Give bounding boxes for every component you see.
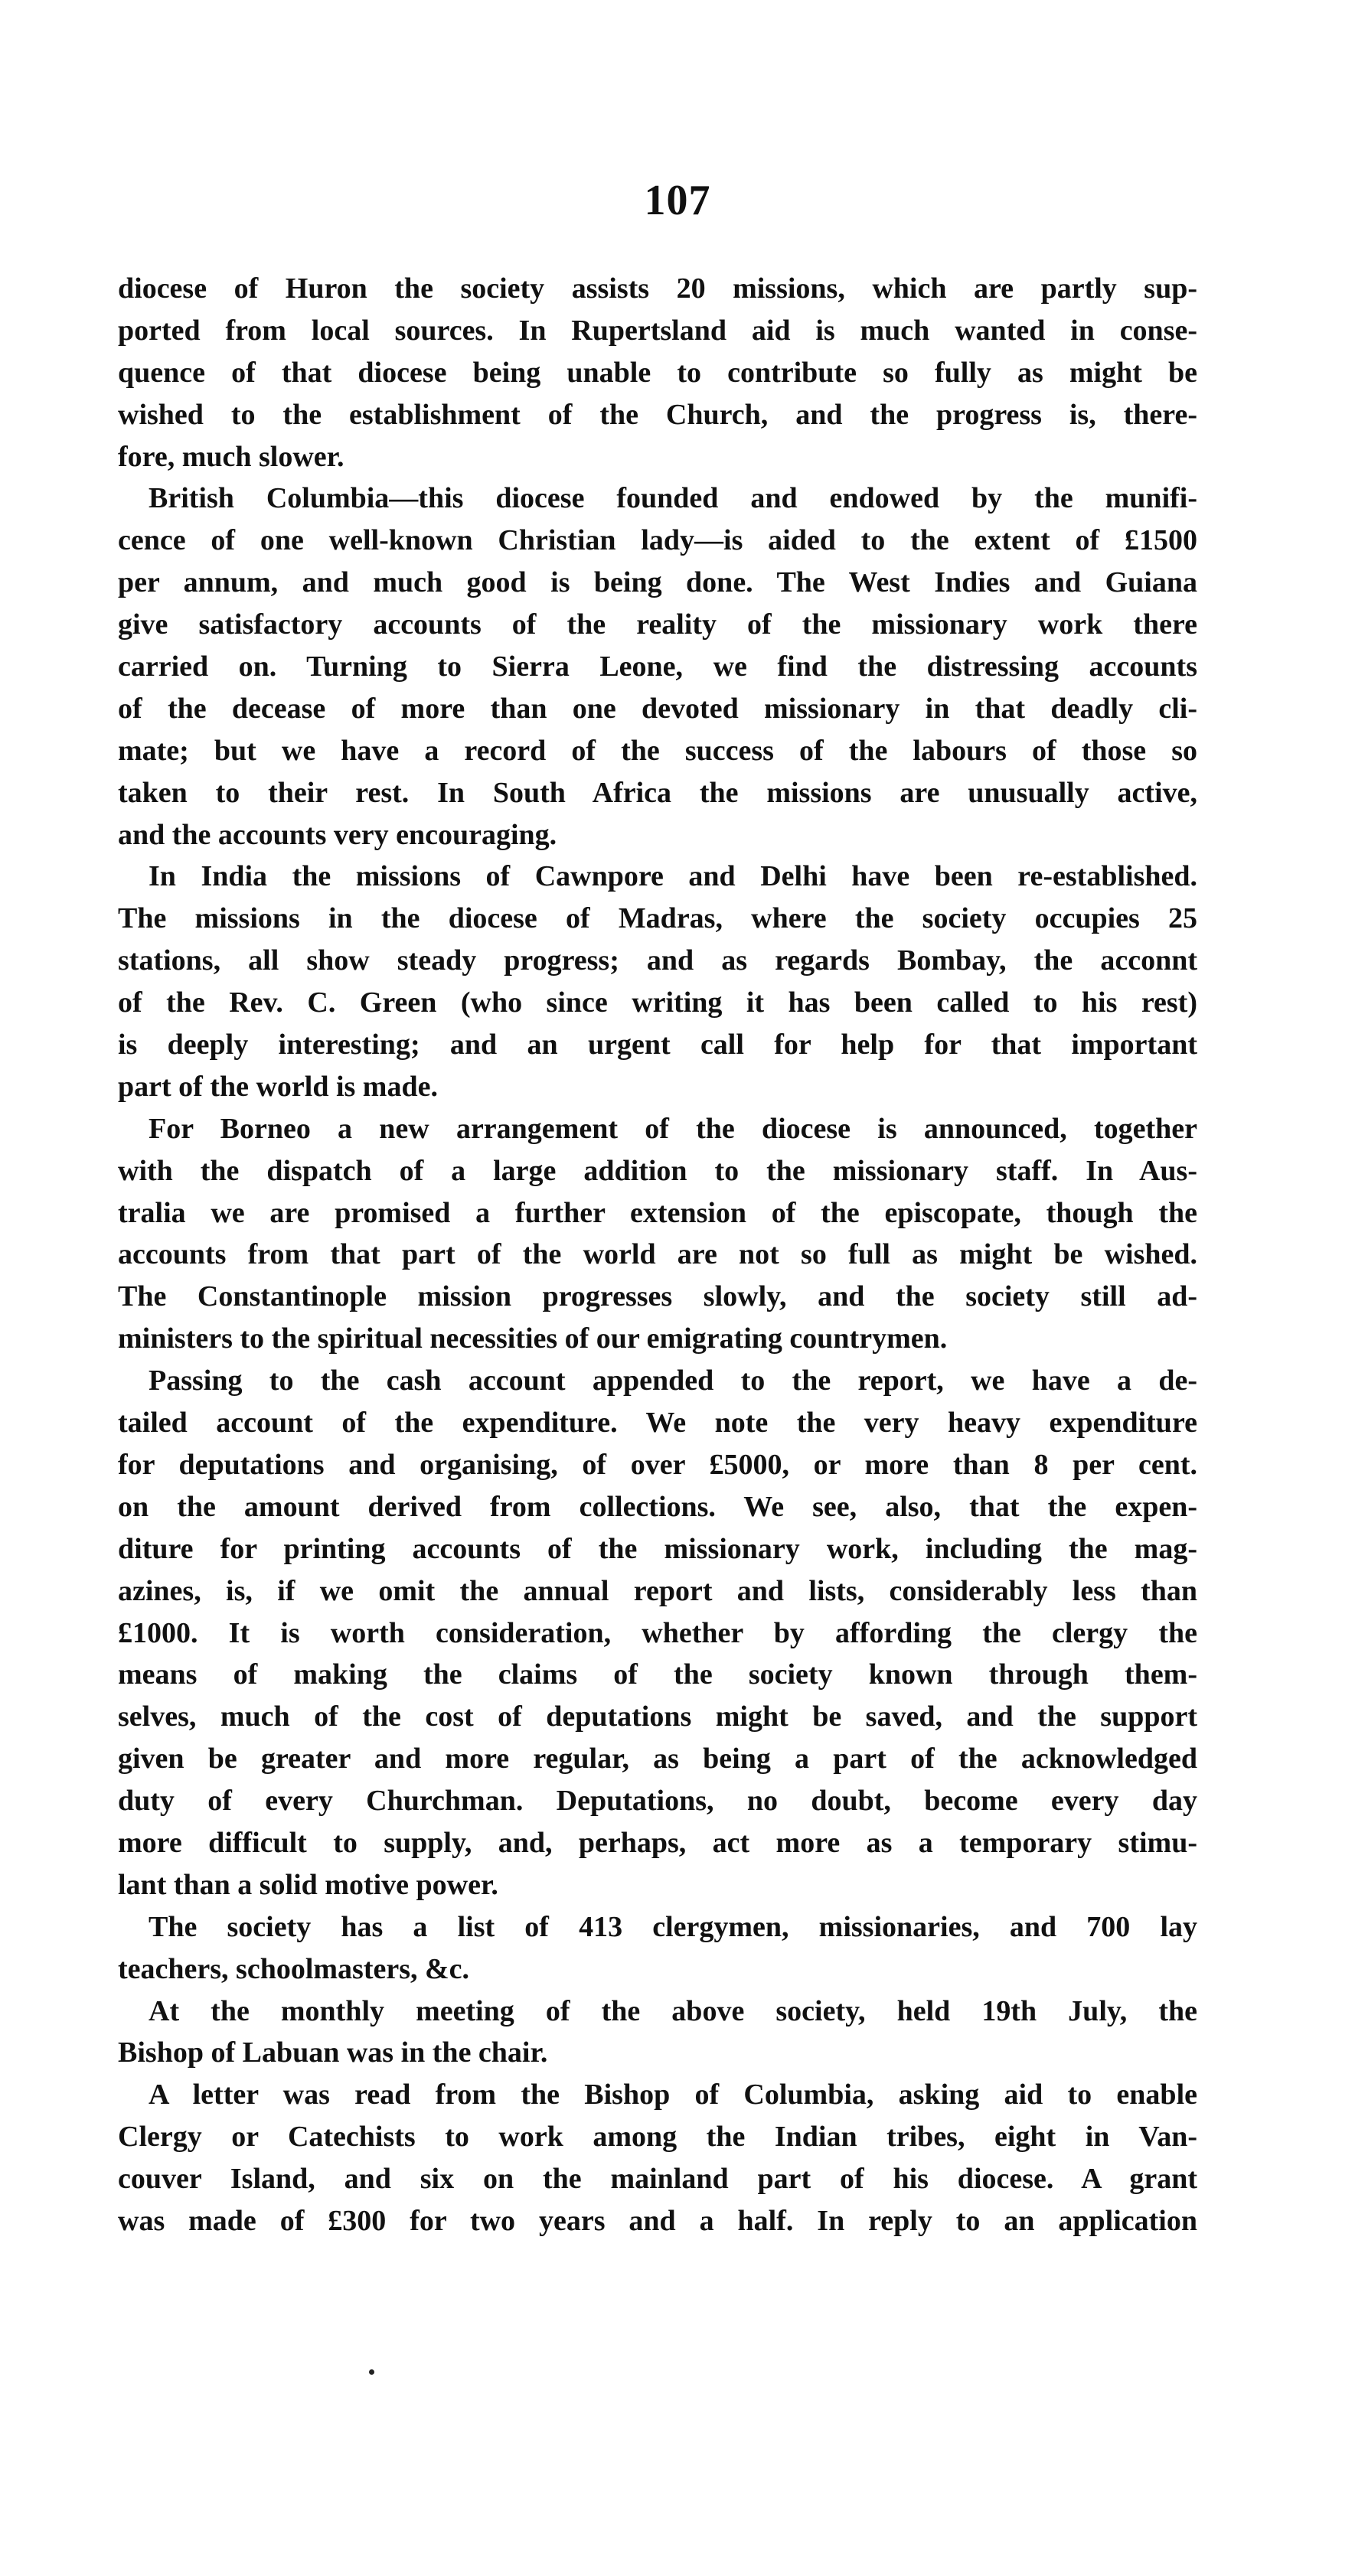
text-line: for deputations and organising, of over £5000, or more than 8 per cent. (118, 1448, 1197, 1481)
page-number: 107 (644, 177, 711, 224)
text-line: teachers, schoolmasters, &c. (118, 1952, 470, 1985)
text-line: fore, much slower. (118, 440, 344, 473)
text-line: couver Island, and six on the mainland part of his diocese. A grant (118, 2163, 1197, 2196)
text-line: wished to the establishment of the Church, and the progress is, there- (118, 398, 1197, 431)
text-line: azines, is, if we omit the annual report and lists, considerably less than (118, 1574, 1197, 1607)
text-line: quence of that diocese being unable to contribute so fully as might be (118, 356, 1197, 389)
text-line: is deeply interesting; and an urgent call for help for that important (118, 1029, 1197, 1061)
text-line: stations, all show steady progress; and as regards Bombay, the acconnt (118, 944, 1197, 977)
text-line: tailed account of the expenditure. We note the very heavy expenditure (118, 1407, 1197, 1440)
text-line: duty of every Churchman. Deputations, no doubt, become every day (118, 1785, 1197, 1818)
text-line: British Columbia—this diocese founded and endowed by the munifi- (149, 482, 1197, 515)
text-line: £1000. It is worth consideration, whether by affording the clergy the (118, 1616, 1197, 1649)
text-line: of the Rev. C. Green (who since writing it has been called to his rest) (118, 986, 1197, 1019)
text-line: ported from local sources. In Rupertsland aid is much wanted in conse- (118, 314, 1197, 347)
text-line: more difficult to supply, and, perhaps, act more as a temporary stimu- (118, 1826, 1197, 1859)
text-line: For Borneo a new arrangement of the diocese is announced, together (149, 1112, 1197, 1145)
text-line: At the monthly meeting of the above society, held 19th July, the (149, 1994, 1197, 2027)
text-line: The society has a list of 413 clergymen, missionaries, and 700 lay (149, 1910, 1197, 1943)
text-line: of the decease of more than one devoted missionary in that deadly cli- (118, 692, 1197, 725)
text-line: diocese of Huron the society assists 20 missions, which are partly sup- (118, 272, 1197, 305)
text-line: Passing to the cash account appended to the report, we have a de- (149, 1365, 1197, 1397)
text-line: on the amount derived from collections. We see, also, that the expen- (118, 1490, 1197, 1523)
text-line: was made of £300 for two years and a half. In reply to an application (118, 2204, 1197, 2237)
text-line: and the accounts very encouraging. (118, 818, 557, 851)
text-line: means of making the claims of the society known through them- (118, 1658, 1197, 1691)
text-line: lant than a solid motive power. (118, 1868, 498, 1901)
text-line: selves, much of the cost of deputations might be saved, and the support (118, 1700, 1197, 1733)
text-line: carried on. Turning to Sierra Leone, we find the distressing accounts (118, 651, 1197, 683)
text-line: A letter was read from the Bishop of Columbia, asking aid to enable (149, 2079, 1197, 2111)
body-text (118, 268, 1197, 2242)
text-line: mate; but we have a record of the success of the labours of those so (118, 734, 1197, 767)
text-line: diture for printing accounts of the missionary work, including the mag- (118, 1532, 1197, 1565)
text-line: taken to their rest. In South Africa the missions are unusually active, (118, 776, 1197, 809)
text-line: per annum, and much good is being done. The West Indies and Guiana (118, 566, 1197, 599)
text-line: with the dispatch of a large addition to the missionary staff. In Aus- (118, 1154, 1197, 1187)
text-line: given be greater and more regular, as being a part of the acknowledged (118, 1743, 1197, 1775)
text-line: tralia we are promised a further extension of the episcopate, though the (118, 1196, 1197, 1229)
text-line: cence of one well-known Christian lady—is aided to the extent of £1500 (118, 524, 1197, 557)
text-line: give satisfactory accounts of the reality of the missionary work there (118, 608, 1197, 641)
text-line: Bishop of Labuan was in the chair. (118, 2036, 548, 2069)
text-line: part of the world is made. (118, 1070, 438, 1103)
text-line: ministers to the spiritual necessities of our emigrating countrymen. (118, 1322, 948, 1355)
text-line: The Constantinople mission progresses slowly, and the society still ad- (118, 1280, 1197, 1313)
text-line: In India the missions of Cawnpore and Delhi have been re-established. (149, 860, 1197, 893)
ink-speck (369, 2369, 374, 2375)
text-line: The missions in the diocese of Madras, where the society occupies 25 (118, 902, 1197, 935)
text-line: accounts from that part of the world are not so full as might be wished. (118, 1238, 1197, 1271)
text-line: Clergy or Catechists to work among the Indian tribes, eight in Van- (118, 2121, 1197, 2154)
